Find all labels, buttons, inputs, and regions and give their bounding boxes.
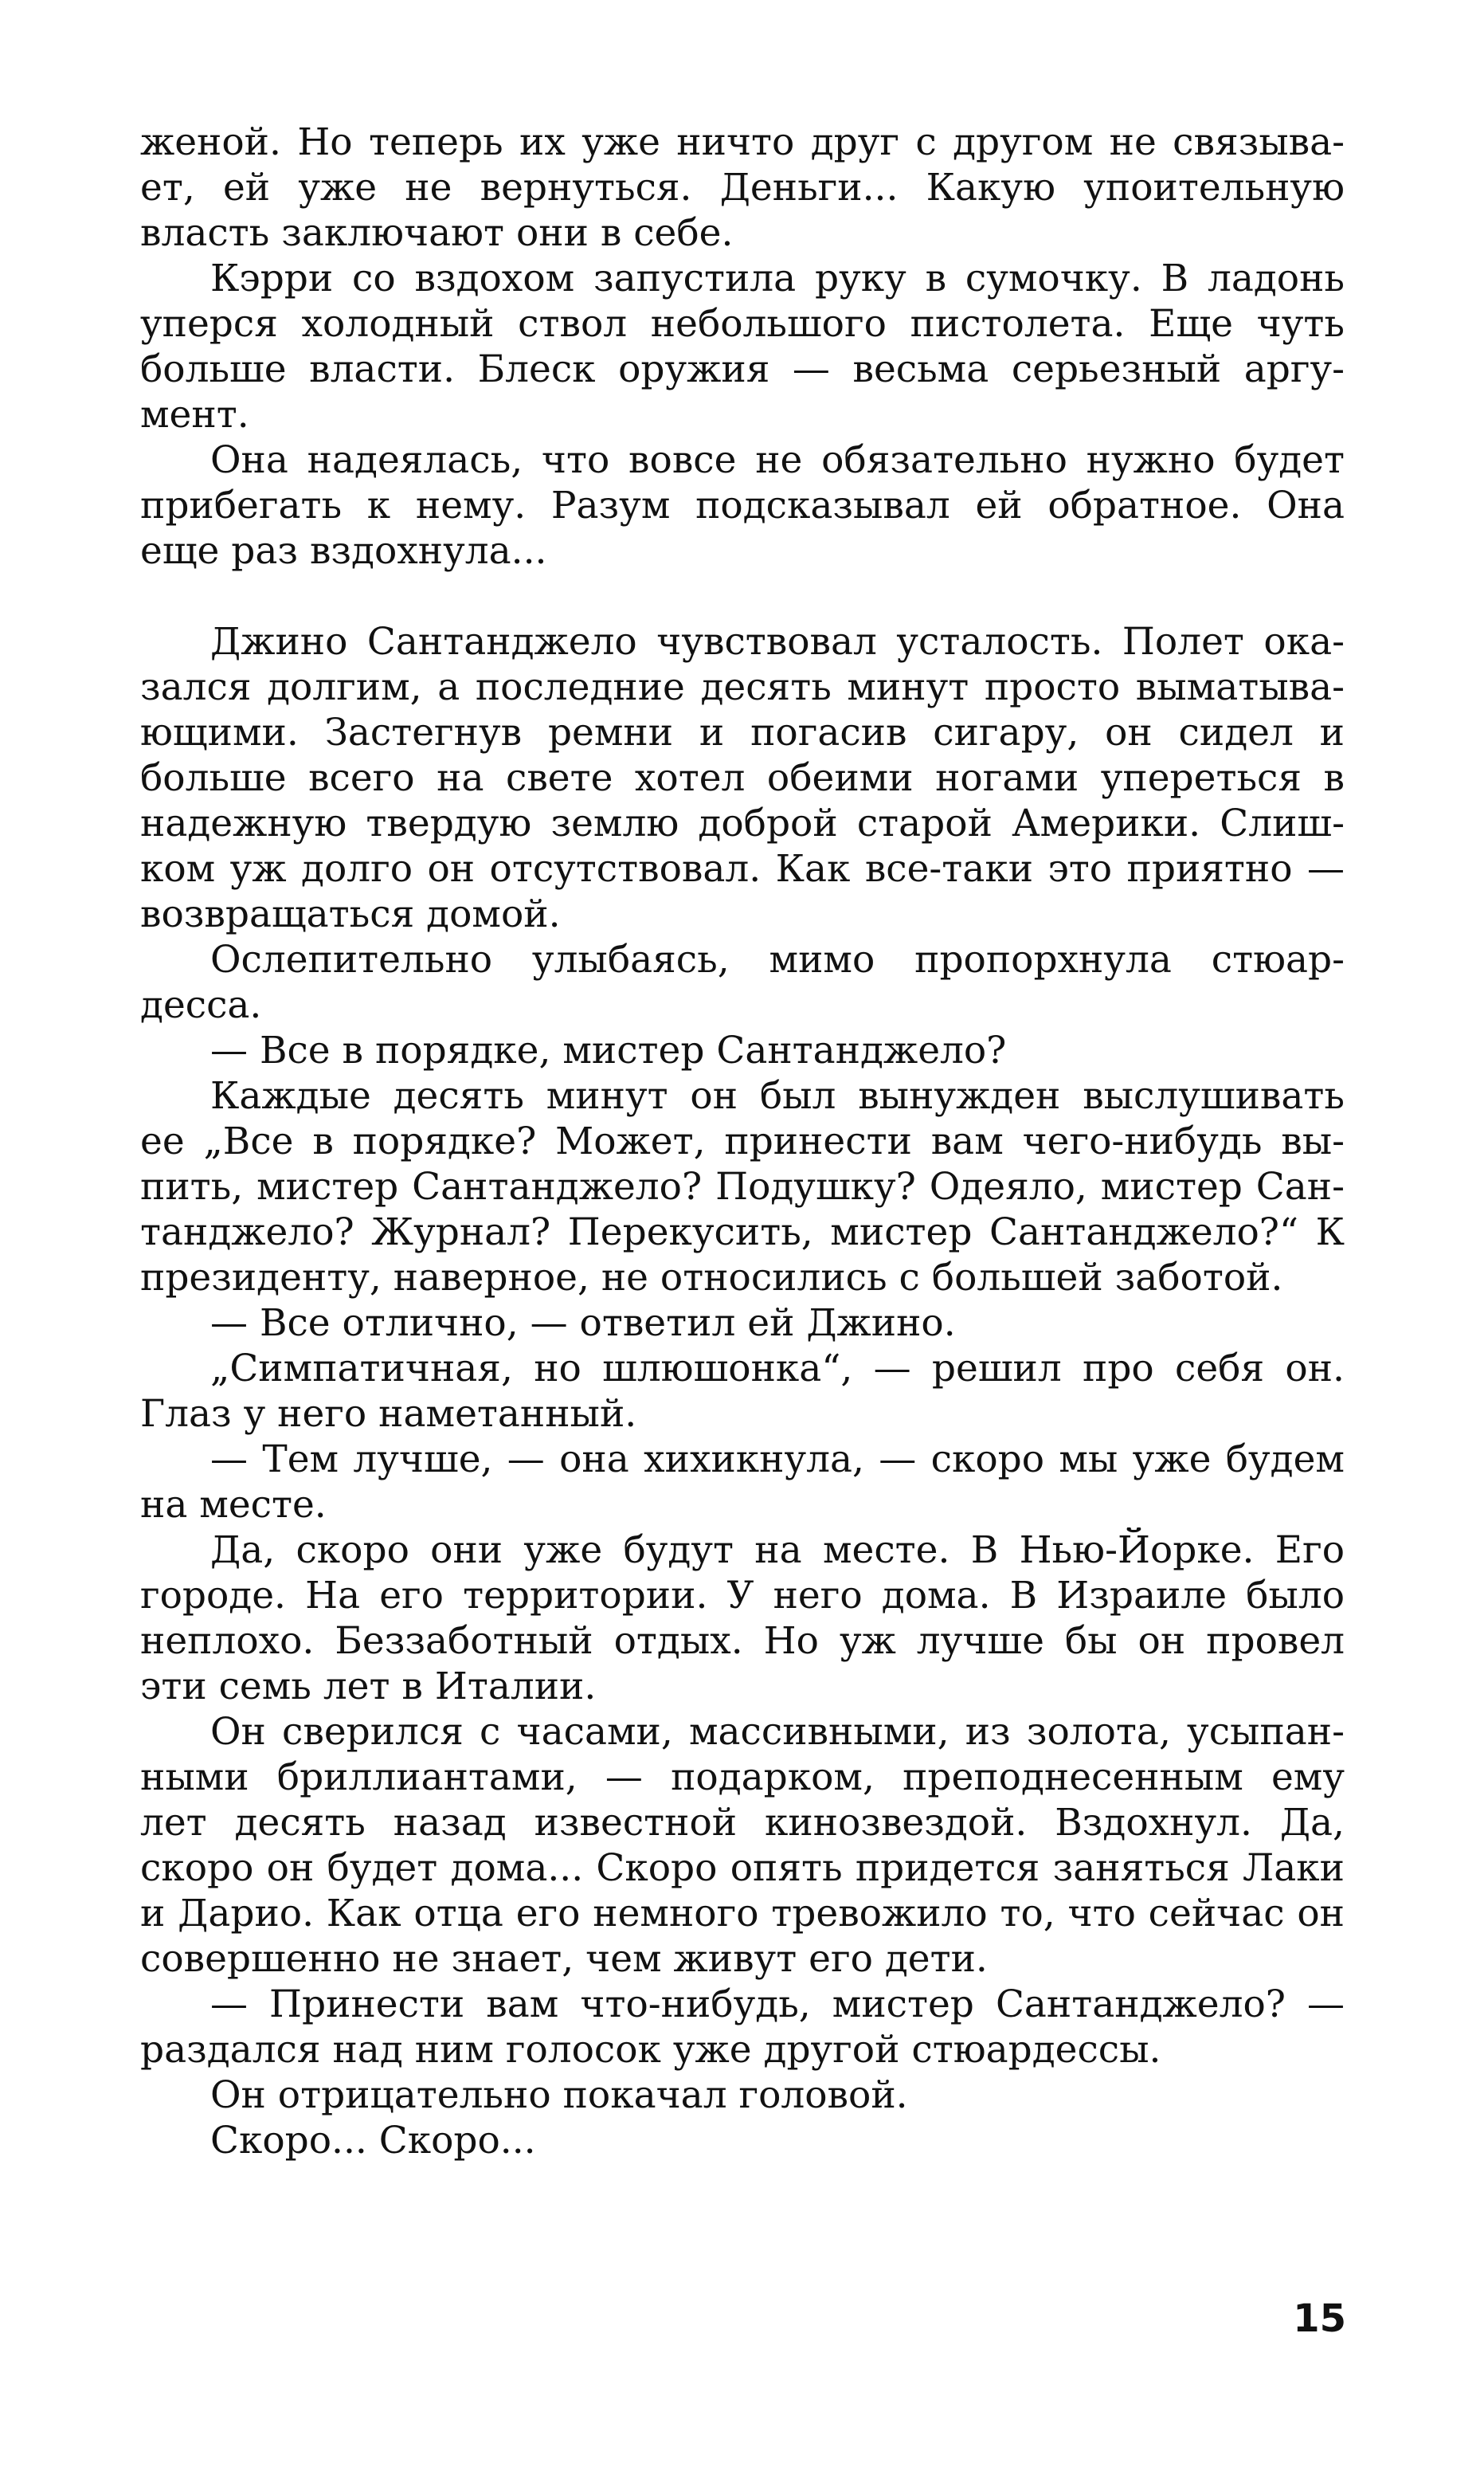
text-line: раздался над ним голосок уже другой стюардессы.	[140, 2028, 1161, 2072]
text-line: и Дарио. Как отца его немного тревожило то, что сейчас он	[140, 1892, 1345, 1935]
text-line: ющими. Застегнув ремни и погасив сигару, он сидел и	[140, 711, 1345, 755]
text-line: Он отрицательно покачал головой.	[210, 2073, 908, 2117]
text-line: — Принести вам что-нибудь, мистер Сантанджело? —	[210, 1982, 1345, 2026]
page-number: 15	[1293, 2296, 1346, 2341]
text-line: десса.	[140, 983, 262, 1027]
text-line: совершенно не знает, чем живут его дети.	[140, 1937, 988, 1981]
text-line: на месте.	[140, 1483, 327, 1527]
text-line: Кэрри со вздохом запустила руку в сумочку. В ладонь	[210, 257, 1345, 300]
text-line: еще раз вздохнула...	[140, 529, 547, 573]
text-line: Каждые десять минут он был вынужден выслушивать	[210, 1074, 1345, 1118]
text-line: — Все отлично, — ответил ей Джино.	[210, 1301, 956, 1345]
text-line: ет, ей уже не вернуться. Деньги... Какую упоительную	[140, 166, 1345, 210]
text-line: эти семь лет в Италии.	[140, 1665, 597, 1708]
text-line: Скоро... Скоро...	[210, 2119, 536, 2163]
text-line: ее „Все в порядке? Может, принести вам чего-нибудь вы-	[140, 1120, 1345, 1163]
text-line: возвращаться домой.	[140, 892, 561, 936]
text-line: власть заключают они в себе.	[140, 211, 734, 255]
text-line: уперся холодный ствол небольшого пистолета. Еще чуть	[140, 302, 1345, 346]
text-line: ными бриллиантами, — подарком, преподнесенным ему	[140, 1755, 1345, 1799]
text-line: надежную твердую землю доброй старой Америки. Слиш-	[140, 802, 1345, 845]
text-line: танджело? Журнал? Перекусить, мистер Сантанджело?“ К	[140, 1210, 1345, 1254]
text-line: неплохо. Беззаботный отдых. Но уж лучше бы он провел	[140, 1619, 1345, 1663]
text-line: — Все в порядке, мистер Сантанджело?	[210, 1029, 1007, 1072]
text-line: прибегать к нему. Разум подсказывал ей обратное. Она	[140, 484, 1345, 527]
text-line: Глаз у него наметанный.	[140, 1392, 637, 1436]
text-line: больше власти. Блеск оружия — весьма серьезный аргу-	[140, 347, 1345, 391]
text-line: Она надеялась, что вовсе не обязательно нужно будет	[210, 438, 1345, 482]
text-line: Ослепительно улыбаясь, мимо пропорхнула стюар-	[210, 938, 1345, 982]
text-line: Он сверился с часами, массивными, из золота, усыпан-	[210, 1710, 1345, 1754]
text-line: лет десять назад известной кинозвездой. Вздохнул. Да,	[140, 1801, 1345, 1845]
text-line: больше всего на свете хотел обеими ногами упереться в	[140, 756, 1345, 800]
text-line: городе. На его территории. У него дома. В Израиле было	[140, 1574, 1345, 1618]
text-line: Джино Сантанджело чувствовал усталость. Полет ока-	[210, 620, 1345, 664]
text-line: Да, скоро они уже будут на месте. В Нью-Йорке. Его	[210, 1528, 1345, 1572]
blank-line	[140, 574, 1345, 619]
text-line: зался долгим, а последние десять минут просто выматыва-	[140, 665, 1345, 709]
text-line: президенту, наверное, не относились с большей заботой.	[140, 1256, 1283, 1300]
text-line: мент.	[140, 393, 249, 437]
text-line: пить, мистер Сантанджело? Подушку? Одеяло, мистер Сан-	[140, 1165, 1345, 1209]
text-line: — Тем лучше, — она хихикнула, — скоро мы уже будем	[210, 1437, 1345, 1481]
book-page-text	[140, 120, 1345, 2163]
text-line: ком уж долго он отсутствовал. Как все-таки это приятно —	[140, 847, 1345, 891]
text-line: женой. Но теперь их уже ничто друг с другом не связыва-	[140, 120, 1345, 164]
text-line: скоро он будет дома... Скоро опять придется заняться Лаки	[140, 1846, 1345, 1890]
text-line: „Симпатичная, но шлюшонка“, — решил про себя он.	[210, 1347, 1345, 1390]
